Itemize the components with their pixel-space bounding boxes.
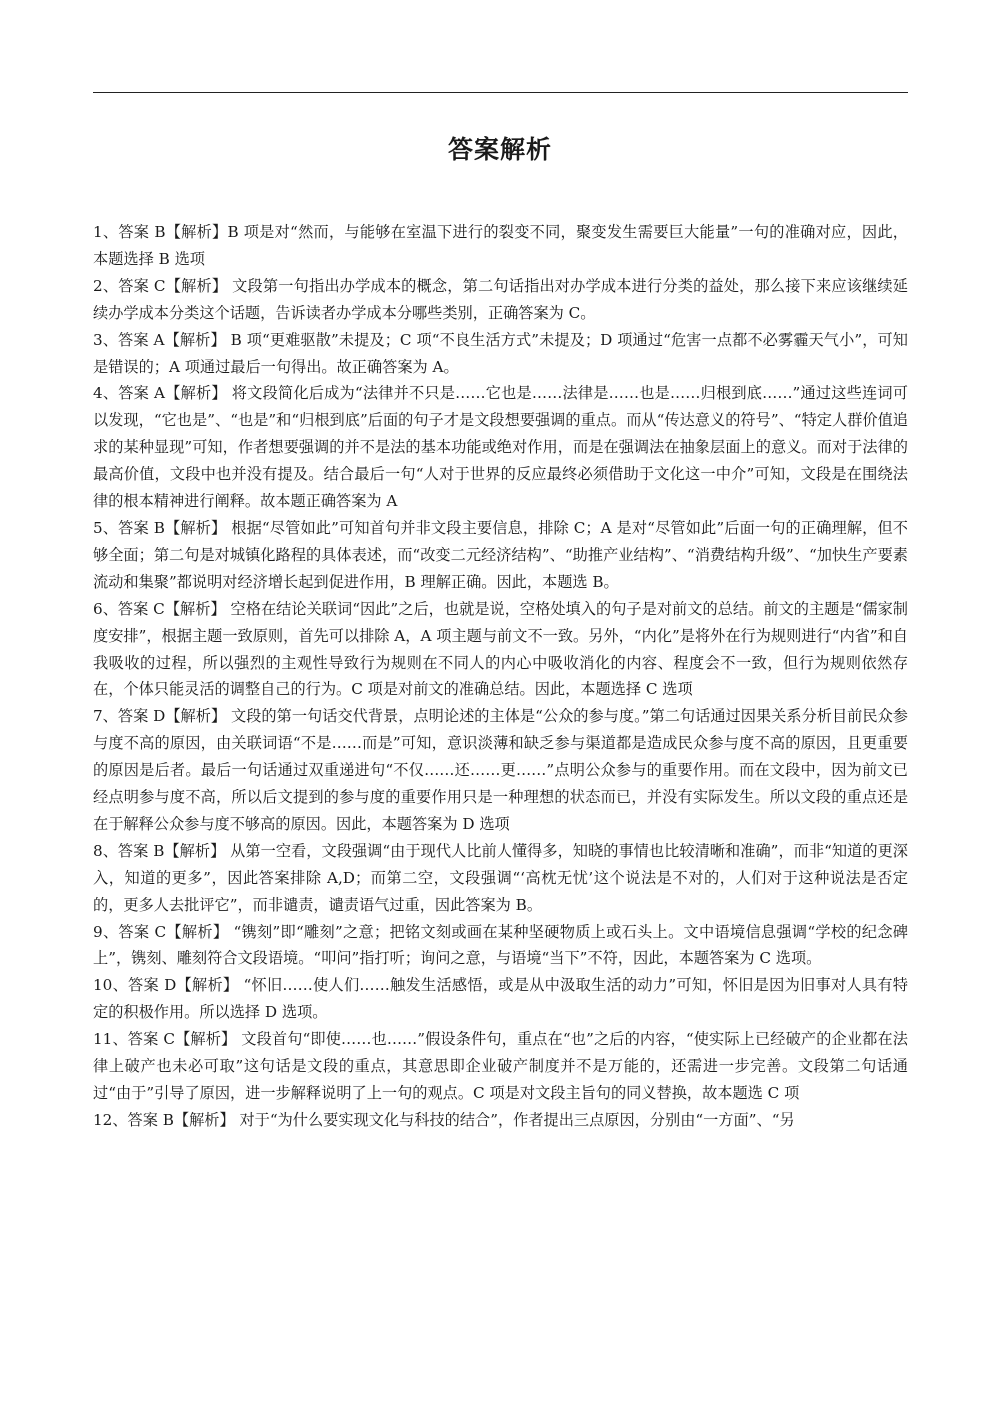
answer-list [93,219,908,1134]
answer-item-7: 7、答案 D【解析】 文段的第一句话交代背景，点明论述的主体是“公众的参与度。”第二句话通过因果关系分析目前民众参与度不高的原因，由关联词语“不是……而是”可知，意识淡薄和缺乏参与渠道都是造成民众参与度不高的原因，且更重要的原因是后者。最后一句话通过双重递进句“不仅……还……更……”点明公众参与的重要作用。而在文段中，因为前文已经点明参与度不高，所以后文提到的参与度的重要作用只是一种理想的状态而已，并没有实际发生。所以文段的重点还是在于解释公众参与度不够高的原因。因此，本题答案为 D 选项 [93,707,908,833]
page-title: 答案解析 [447,135,552,164]
answer-item-9: 9、答案 C【解析】 “镌刻”即“雕刻”之意；把铭文刻或画在某种坚硬物质上或石头上。文中语境信息强调“学校的纪念碑上”，镌刻、雕刻符合文段语境。“叩问”指打听；询问之意，与语境“当下”不符，因此，本题答案为 C 选项。 [93,922,908,968]
answer-item-5: 5、答案 B【解析】 根据“尽管如此”可知首句并非文段主要信息，排除 C；A 是对“尽管如此”后面一句的正确理解，但不够全面；第二句是对城镇化路程的具体表述，而“改变二元经济结构”、“助推产业结构”、“消费结构升级”、“加快生产要素流动和集聚”都说明对经济增长起到促进作用，B 理解正确。因此，本题选 B。 [93,518,908,591]
answer-item-8: 8、答案 B【解析】 从第一空看，文段强调“由于现代人比前人懂得多，知晓的事情也比较清晰和准确”，而非“知道的更深入，知道的更多”，因此答案排除 A,D；而第二空，文段强调“‘高枕无忧’这个说法是不对的，人们对于这种说法是否定的，更多人去批评它”，而非谴责，谴责语气过重，因此答案为 B。 [93,841,908,914]
answer-item-12: 12、答案 B【解析】 对于“为什么要实现文化与科技的结合”，作者提出三点原因，分别由“一方面”、“另 [93,1110,795,1129]
answer-item-2: 2、答案 C【解析】 文段第一句指出办学成本的概念，第二句话指出对办学成本进行分类的益处，那么接下来应该继续延续办学成本分类这个话题，告诉读者办学成本分哪些类别，正确答案为 C。 [93,276,908,322]
answer-item-11: 11、答案 C【解析】 文段首句“即使……也……”假设条件句，重点在“也”之后的内容，“使实际上已经破产的企业都在法律上破产也未必可取”这句话是文段的重点，其意思即企业破产制度并不是万能的，还需进一步完善。文段第二句话通过“由于”引导了原因，进一步解释说明了上一句的观点。C 项是对文段主旨句的同义替换，故本题选 C 项 [93,1030,908,1102]
answer-item-10: 10、答案 D【解析】 “怀旧……使人们……触发生活感悟，或是从中汲取生活的动力”可知，怀旧是因为旧事对人具有特定的积极作用。所以选择 D 选项。 [93,976,908,1022]
header-rule [93,92,908,93]
answer-item-4: 4、答案 A【解析】 将文段简化后成为“法律并不只是……它也是……法律是……也是……归根到底……”通过这些连词可以发现，“它也是”、“也是”和“归根到底”后面的句子才是文段想要强调的重点。而从“传达意义的符号”、“特定人群价值追求的某种显现”可知，作者想要强调的并不是法的基本功能或绝对作用，而是在强调法在抽象层面上的意义。而对于法律的最高价值，文段中也并没有提及。结合最后一句“人对于世界的反应最终必须借助于文化这一中介”可知，文段是在围绕法律的根本精神进行阐释。故本题正确答案为 A [93,384,908,511]
answer-item-3: 3、答案 A【解析】 B 项“更难驱散”未提及；C 项“不良生活方式”未提及；D 项通过“危害一点都不必雾霾天气小”，可知是错误的；A 项通过最后一句得出。故正确答案为 A。 [93,330,908,376]
answer-item-1: 1、答案 B【解析】B 项是对“然而，与能够在室温下进行的裂变不同，聚变发生需要巨大能量”一句的准确对应，因此，本题选择 B 选项 [93,223,908,268]
answer-item-6: 6、答案 C【解析】 空格在结论关联词“因此”之后，也就是说，空格处填入的句子是对前文的总结。前文的主题是“儒家制度安排”，根据主题一致原则，首先可以排除 A，A 项主题与前文不一致。另外，“内化”是将外在行为规则进行“内省”和自我吸收的过程，所以强烈的主观性导致行为规则在不同人的内心中吸收消化的内容、程度会不一致，但行为规则依然存在，个体只能灵活的调整自己的行为。C 项是对前文的准确总结。因此，本题选择 C 选项 [93,599,908,699]
